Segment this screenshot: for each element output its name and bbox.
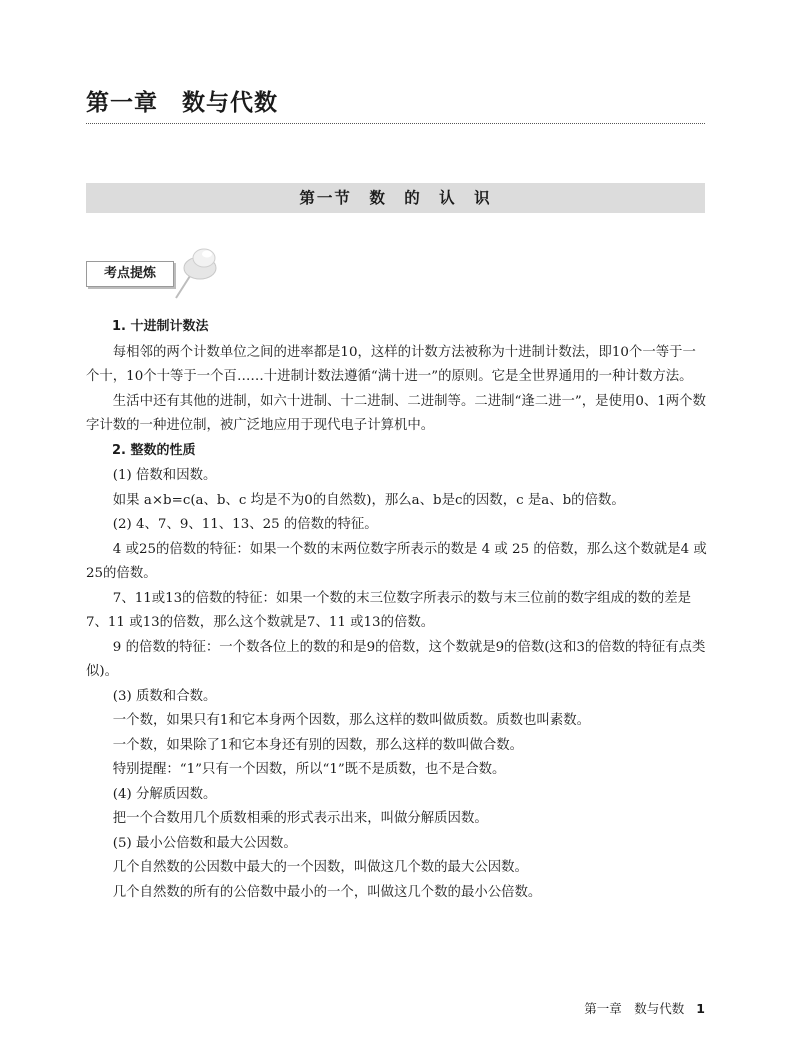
body-paragraph: 每相邻的两个计数单位之间的进率都是10，这样的计数方法被称为十进制计数法，即10个一等于一个十，10个十等于一个百……十进制计数法遵循“满十进一”的原则。它是全世界通用的一种计数方法。 — [86, 344, 696, 384]
body-paragraph: 生活中还有其他的进制，如六十进制、十二进制、二进制等。二进制“逢二进一”，是使用0、1两个数字计数的一种进位制，被广泛地应用于现代电子计算机中。 — [86, 393, 706, 433]
body-paragraph: (4) 分解质因数。 — [112, 786, 217, 802]
main-content — [86, 315, 708, 905]
chapter-title: 第一章 数与代数 — [86, 90, 278, 116]
pushpin-icon — [164, 244, 224, 300]
body-paragraph: 几个自然数的公因数中最大的一个因数，叫做这几个数的最大公因数。 — [112, 860, 528, 875]
body-paragraph: 一个数，如果除了1和它本身还有别的因数，那么这样的数叫做合数。 — [112, 737, 524, 753]
body-paragraph: (3) 质数和合数。 — [112, 688, 217, 704]
chapter-divider — [86, 123, 705, 124]
body-paragraph: 4 或25的倍数的特征：如果一个数的末两位数字所表示的数是 4 或 25 的倍数，那么这个数就是4 或25的倍数。 — [86, 541, 707, 581]
footer-chapter: 第一章 数与代数 — [584, 1001, 685, 1016]
body-paragraph: 7、11或13的倍数的特征：如果一个数的末三位数字所表示的数与末三位前的数字组成的数的差是7、11 或13的倍数，那么这个数就是7、11 或13的倍数。 — [86, 590, 692, 630]
section-title: 第一节 数 的 认 识 — [86, 183, 705, 213]
body-paragraph: (2) 4、7、9、11、13、25 的倍数的特征。 — [112, 517, 378, 532]
subsection-heading: 2. 整数的性质 — [112, 442, 196, 458]
page-number: 1 — [696, 1001, 705, 1016]
key-points-label: 考点提炼 — [86, 261, 174, 287]
body-paragraph: 一个数，如果只有1和它本身两个因数，那么这样的数叫做质数。质数也叫素数。 — [112, 713, 590, 728]
page-footer — [584, 999, 705, 1017]
body-paragraph: 特别提醒：“1”只有一个因数，所以“1”既不是质数，也不是合数。 — [112, 762, 506, 777]
body-paragraph: 把一个合数用几个质数相乘的形式表示出来，叫做分解质因数。 — [112, 811, 488, 826]
body-paragraph: (1) 倍数和因数。 — [112, 468, 217, 483]
body-paragraph: 如果 a×b=c(a、b、c 均是不为0的自然数)，那么a、b是c的因数，c 是a、b的倍数。 — [112, 492, 625, 508]
key-points-tag — [86, 244, 226, 300]
subsection-heading: 1. 十进制计数法 — [112, 319, 209, 334]
body-paragraph: 9 的倍数的特征：一个数各位上的数的和是9的倍数，这个数就是9的倍数(这和3的倍数的特征有点类似)。 — [86, 639, 706, 679]
body-paragraph: (5) 最小公倍数和最大公因数。 — [112, 835, 297, 851]
body-paragraph: 几个自然数的所有的公倍数中最小的一个，叫做这几个数的最小公倍数。 — [112, 884, 542, 900]
